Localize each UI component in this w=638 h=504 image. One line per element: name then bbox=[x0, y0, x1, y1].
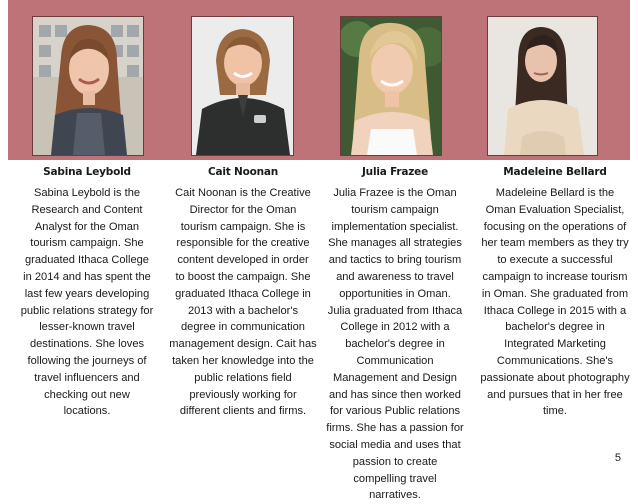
member-column-sabina bbox=[12, 165, 162, 420]
member-name: Cait Noonan bbox=[207, 166, 279, 178]
madeleine-bellard-photo bbox=[487, 16, 598, 156]
page-number: 5 bbox=[614, 452, 621, 464]
member-column-julia bbox=[320, 165, 470, 504]
member-bio: Madeleine Bellard is the Oman Evaluation Specialist, focusing on the operations of her team members as they try to execute a successful campaign to increase tourism in Oman. She graduated from Ithaca College in 2015 with a bachelor's degree in Integrated Marketing Communications. She's passionate about photography and pursues that in her free time. bbox=[480, 187, 630, 418]
cait-noonan-photo bbox=[191, 16, 294, 156]
member-name: Sabina Leybold bbox=[43, 166, 131, 178]
julia-frazee-photo bbox=[340, 16, 442, 156]
member-name: Madeleine Bellard bbox=[503, 166, 607, 178]
member-bio: Julia Frazee is the Oman tourism campaign implementation specialist. She manages all strategies and tactics to bring tourism and awareness to travel opportunities in Oman. Julia graduated from Ithaca College in 2012 with a bachelor's degree in Communication Management and Design and has since then worked for various Public relations firms. She has a passion for social media and uses that passion to create compelling travel narratives. bbox=[326, 187, 464, 502]
member-column-cait bbox=[164, 165, 322, 420]
member-bio: Sabina Leybold is the Research and Content Analyst for the Oman tourism campaign. She graduated Ithaca College in 2014 and has spent the last few years developing public relations strategy for lesser-known travel destinations. She loves following the journeys of travel influencers and checking out new locations. bbox=[20, 187, 154, 418]
member-column-madeleine bbox=[474, 165, 636, 420]
member-name: Julia Frazee bbox=[361, 166, 429, 178]
sabina-leybold-photo bbox=[32, 16, 144, 156]
member-bio: Cait Noonan is the Creative Director for the Oman tourism campaign. She is responsible for the creative content developed in order to boost the campaign. She graduated Ithaca College in 2013 with a bachelor's degree in communication management design. Cait has taken her knowledge into the public relations field previously working for different clients and firms. bbox=[169, 187, 317, 418]
